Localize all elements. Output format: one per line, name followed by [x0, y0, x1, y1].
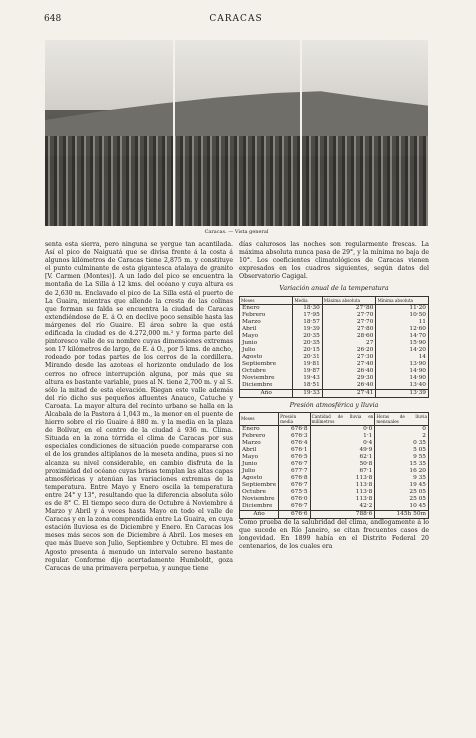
value-cell: 28·60 [322, 333, 376, 340]
value-cell: 49·9 [310, 447, 375, 454]
month-cell: Agosto [240, 354, 293, 361]
value-cell: 2 [375, 433, 429, 440]
left-column [45, 241, 233, 573]
rain-row [240, 433, 429, 440]
month-cell: Marzo [240, 440, 279, 447]
value-cell: 27·30 [322, 354, 376, 361]
value-cell: 0·0 [310, 425, 375, 433]
rain-table-body [240, 425, 429, 518]
month-cell: Enero [240, 425, 279, 433]
temperature-row [240, 354, 429, 361]
value-cell: 11 [376, 319, 429, 326]
temperature-row [240, 382, 429, 390]
value-cell: 19 45 [375, 482, 429, 489]
total-value-cell: 13·39 [376, 389, 429, 397]
value-cell: 113·8 [310, 496, 375, 503]
right-intro-text: días calurosos las noches son regularmente frescas. La máxima absoluta nunca pasa de 29°, y la mínima no baja de 10°. Los coeficientes climatológicos de Caracas vienen expresados en los cuadros siguientes, según datos del Observatorio Cagigal. [239, 241, 429, 281]
value-cell: 20·35 [293, 340, 322, 347]
value-cell: 26·20 [322, 347, 376, 354]
value-cell: 15 35 [375, 461, 429, 468]
value-cell: 25 05 [375, 496, 429, 503]
value-cell: 0 35 [375, 440, 429, 447]
rain-row [240, 475, 429, 482]
value-cell: 19·39 [293, 326, 322, 333]
month-cell: Abril [240, 326, 293, 333]
value-cell: 27·70 [322, 319, 376, 326]
value-cell: 42·2 [310, 503, 375, 511]
month-cell: Mayo [240, 333, 293, 340]
value-cell: 676·7 [279, 461, 310, 468]
total-label-cell: Año [240, 389, 293, 397]
temperature-row [240, 340, 429, 347]
month-cell: Julio [240, 468, 279, 475]
value-cell: 113·8 [310, 489, 375, 496]
rain-row [240, 461, 429, 468]
temperature-row [240, 319, 429, 326]
rain-row [240, 425, 429, 433]
right-column [239, 241, 429, 551]
value-cell: 27·70 [322, 312, 376, 319]
value-cell: 677·7 [279, 468, 310, 475]
month-cell: Febrero [240, 433, 279, 440]
month-cell: Noviembre [240, 496, 279, 503]
value-cell: 13·40 [376, 382, 429, 390]
month-cell: Marzo [240, 319, 293, 326]
rain-row [240, 489, 429, 496]
value-cell: 18·51 [293, 382, 322, 390]
value-cell: 27·80 [322, 326, 376, 333]
temp-header-months: Meses [240, 296, 293, 304]
rain-row [240, 482, 429, 489]
panoramic-photograph [45, 40, 428, 226]
month-cell: Septiembre [240, 482, 279, 489]
rain-header-months: Meses [240, 412, 279, 425]
rain-row [240, 440, 429, 447]
temperature-row [240, 333, 429, 340]
value-cell: 19·87 [293, 368, 322, 375]
temperature-row [240, 361, 429, 368]
value-cell: 9 35 [375, 475, 429, 482]
month-cell: Octubre [240, 489, 279, 496]
value-cell: 10·50 [376, 312, 429, 319]
rain-table-title: Presión atmosférica y lluvia [289, 401, 379, 409]
month-cell: Noviembre [240, 375, 293, 382]
value-cell: 676·7 [279, 503, 310, 511]
rain-row [240, 454, 429, 461]
value-cell: 11·20 [376, 304, 429, 312]
rain-row [240, 496, 429, 503]
value-cell: 675·5 [279, 489, 310, 496]
value-cell: 10 45 [375, 503, 429, 511]
value-cell: 676·8 [279, 425, 310, 433]
value-cell: 16 20 [375, 468, 429, 475]
rain-row [240, 503, 429, 511]
rain-header-amount: Cantidad de lluvia en milímetros [311, 413, 374, 424]
value-cell: 14·90 [376, 375, 429, 382]
month-cell: Enero [240, 304, 293, 312]
temperature-row [240, 326, 429, 333]
value-cell: 1·1 [310, 433, 375, 440]
total-value-cell: 788·6 [310, 510, 375, 518]
value-cell: 27°80 [322, 304, 376, 312]
value-cell: 9 55 [375, 454, 429, 461]
value-cell: 676·7 [279, 482, 310, 489]
value-cell: 26·40 [322, 368, 376, 375]
value-cell: 113·8 [310, 475, 375, 482]
value-cell: 26·40 [322, 382, 376, 390]
value-cell: 20·31 [293, 354, 322, 361]
page-title: CARACAS [209, 14, 263, 24]
month-cell: Agosto [240, 475, 279, 482]
month-cell: Octubre [240, 368, 293, 375]
value-cell: 676·1 [279, 447, 310, 454]
value-cell: 20·35 [293, 333, 322, 340]
page-number: 648 [44, 14, 62, 24]
total-value-cell: 19·33 [293, 389, 322, 397]
temp-header-min: Mínima absoluta [376, 296, 429, 304]
temperature-row [240, 347, 429, 354]
month-cell: Abril [240, 447, 279, 454]
month-cell: Diciembre [240, 382, 293, 390]
value-cell: 5 05 [375, 447, 429, 454]
temperature-row [240, 304, 429, 312]
rain-row [240, 447, 429, 454]
value-cell: 676·0 [279, 496, 310, 503]
total-value-cell: 145h 50m [375, 510, 429, 518]
temperature-table [239, 296, 429, 398]
temperature-row [240, 375, 429, 382]
temperature-row [240, 312, 429, 319]
value-cell: 18·30 [293, 304, 322, 312]
temp-header-max: Máxima absoluta [322, 296, 376, 304]
value-cell: 25 05 [375, 489, 429, 496]
value-cell: 19·43 [293, 375, 322, 382]
month-cell: Junio [240, 340, 293, 347]
value-cell: 0·4 [310, 440, 375, 447]
value-cell: 15·90 [376, 340, 429, 347]
month-cell: Junio [240, 461, 279, 468]
total-value-cell: 27·41 [322, 389, 376, 397]
value-cell: 14·70 [376, 333, 429, 340]
value-cell: 20·15 [293, 347, 322, 354]
month-cell: Septiembre [240, 361, 293, 368]
value-cell: 0 [375, 425, 429, 433]
right-closing-text: Como prueba de la salubridad del clima, andlogamente á lo que sucede en Río Janeiro, se citan frecuentes casos de longevidad. En 1899 había en el Distrito Federal 20 centenarios, de los cuales era [239, 518, 429, 550]
rain-header-pressure: Presión media [279, 412, 310, 425]
value-cell: 29·30 [322, 375, 376, 382]
rain-header-hours: Horas de lluvia mensuales [376, 413, 427, 424]
value-cell: 62·1 [310, 454, 375, 461]
value-cell: 50·8 [310, 461, 375, 468]
pressure-rain-table [239, 412, 429, 519]
value-cell: 676·3 [279, 433, 310, 440]
value-cell: 676·4 [279, 440, 310, 447]
total-label-cell: Año [240, 510, 279, 518]
rain-row [240, 468, 429, 475]
temperature-row [240, 368, 429, 375]
value-cell: 676·8 [279, 475, 310, 482]
value-cell: 14·20 [376, 347, 429, 354]
value-cell: 27·40 [322, 361, 376, 368]
page-header [44, 14, 428, 26]
month-cell: Mayo [240, 454, 279, 461]
value-cell: 19·81 [293, 361, 322, 368]
temperature-table-title: Variación anual de la temperatura [279, 285, 389, 293]
month-cell: Julio [240, 347, 293, 354]
value-cell: 18·57 [293, 319, 322, 326]
value-cell: 13·90 [376, 361, 429, 368]
month-cell: Diciembre [240, 503, 279, 511]
temperature-table-body [240, 304, 429, 397]
value-cell: 113·8 [310, 482, 375, 489]
value-cell: 27 [322, 340, 376, 347]
value-cell: 14 [376, 354, 429, 361]
value-cell: 14·90 [376, 368, 429, 375]
temp-header-mean: Media [293, 296, 322, 304]
total-value-cell: 676·6 [279, 510, 310, 518]
value-cell: 12·60 [376, 326, 429, 333]
left-column-text: senta esta sierra, pero ninguna se yergue tan acantilada. Así el pico de Naiguatá que se divisa frente á la costa á algunos kilómetros de Caracas tiene 2,875 m. y constituye el punto culminante de esta gigantesca atalaya de granito [V. Carmen (Montes)]. A un lado del pico se encuentra la montaña de La Silla á 12 kms. del océano y cuya altura es de 2,630 m. Enclavado el pico de La Silla está el puerto de La Guaira, mientras que allende la cresta de las colinas que forman su falda se encuentra la ciudad de Caracas extendiéndose de E. á O. en declive poco sensible hasta las márgenes del río Guaire. El área sobre la que está edificada la ciudad es de 4.272,000 m.² y forma parte del pintoresco valle de su nombre cuyas dimensiones extremas son 17 kilómetros de largo, de E. á O., por 5 kms. de ancho, rodeado por todas partes de los cerros de la cordillera. Mirando desde las azoteas el horizonte ondulado de los cerros no ofrece interrupción alguna, por más que su altura es bastante variable, pues al N. tiene 2,700 m. y al S. sólo la mitad de esta elevación. Riegan este valle además del río dicho sus pequeños afluentes Anauco, Catuche y Caroata. La mayor altura del recinto urbano se halla en la Alcabala de la Pastora á 1,043 m., la menor en el puente de hierro sobre el río Guaire á 880 m. y la media en la plaza de Bolívar, en el centro de la ciudad á 936 m. Clima. Situada en la zona tórrida el clima de Caracas por sus especiales condiciones de situación puede compararse con el de los grandes altiplanos de la meseta andina, pues si no alcanza su nivel considerable, en cambio disfruta de la proximidad del océano cuyas brisas templan las altas capas atmosféricas y atenúan las variaciones extremas de la temperatura. Entre Mayo y Enero oscila la temperatura entre 24° y 13°, resultando que la diferencia absoluta sólo es de 8° C. El tiempo seco dura de Octubre á Noviembre á Marzo y Abril y á veces hasta Mayo en todo el valle de Caracas y en la zona comprendida entre La Guaira, en cuya estación lluviosa es de Diciembre y Enero. En Caracas los meses más secos son de Diciembre á Abril. Los meses en que más llueve son Julio, Septiembre y Octubre. El mes de Agosto presenta á menudo un intervalo sereno bastante regular. Conforme dijo acertadamente Humboldt, goza Caracas de una primavera perpetua, y aunque tiene [45, 241, 233, 572]
month-cell: Febrero [240, 312, 293, 319]
figure-caption: Caracas. — Vista general [204, 229, 269, 235]
table-total-row [240, 510, 429, 518]
value-cell: 67·1 [310, 468, 375, 475]
table-total-row [240, 389, 429, 397]
value-cell: 676·5 [279, 454, 310, 461]
value-cell: 17·95 [293, 312, 322, 319]
